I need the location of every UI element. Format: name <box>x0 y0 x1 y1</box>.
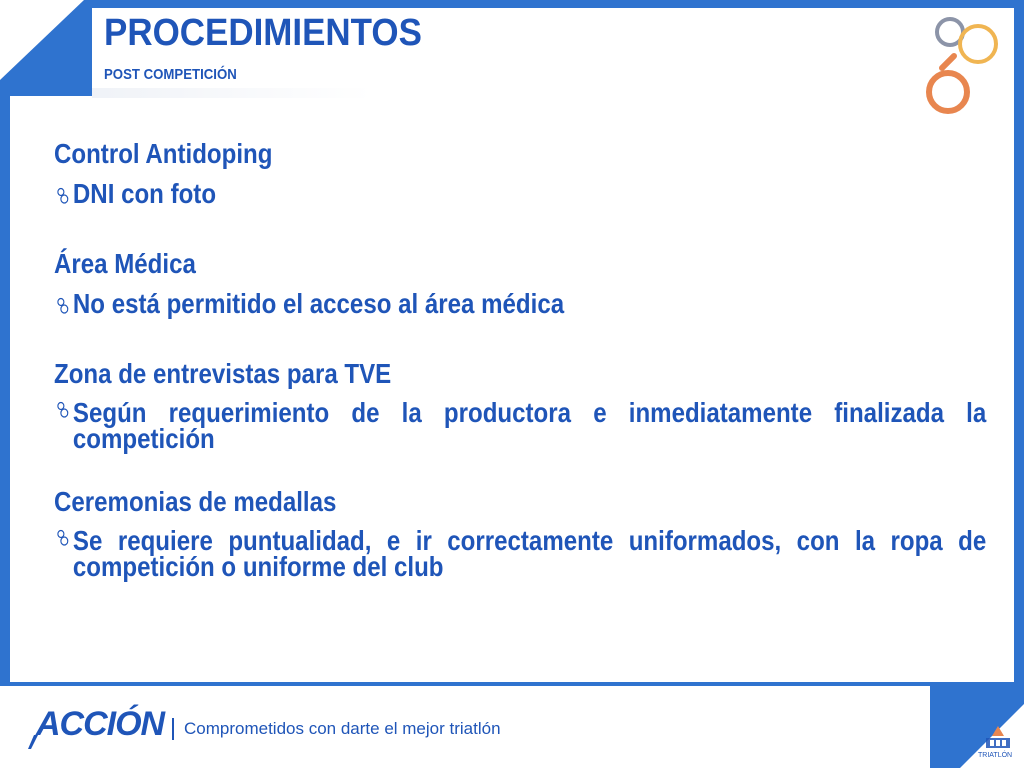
list-item-text: No está permitido el acceso al área médica <box>72 288 565 319</box>
section-medical <box>54 244 968 324</box>
rings-bullet-icon <box>54 296 71 316</box>
section-antidoping <box>54 134 968 214</box>
section-heading: Control Antidoping <box>54 138 273 169</box>
footer-divider <box>172 718 174 740</box>
corner-logo-text: TRIATLÓN <box>978 752 1013 759</box>
list-item-text: Según requerimiento de la productora e inmediatamente finalizada la competición <box>72 397 987 454</box>
slide-title: PROCEDIMIENTOS <box>104 12 422 54</box>
list-item <box>54 174 840 214</box>
section-medals <box>54 482 987 582</box>
footer-brand: ACCIÓN <box>36 705 165 743</box>
list-item <box>54 284 840 324</box>
list-item <box>54 394 986 452</box>
list-item-text: DNI con foto <box>72 178 217 209</box>
list-item-text: Se requiere puntualidad, e ir correctamente uniformados, con la ropa de competición o uniforme del club <box>72 525 987 582</box>
rings-bullet-icon <box>54 186 71 206</box>
section-heading: Ceremonias de medallas <box>54 486 337 517</box>
slide-body <box>54 134 987 610</box>
section-heading: Zona de entrevistas para TVE <box>54 358 392 389</box>
triathlon-rings-icon <box>918 10 1008 120</box>
footer-tagline: Comprometidos con darte el mejor triatlón <box>184 719 501 738</box>
rings-bullet-icon <box>54 400 71 420</box>
slide-subtitle: POST COMPETICIÓN <box>104 66 237 83</box>
section-heading: Área Médica <box>54 248 196 279</box>
rings-bullet-icon <box>54 528 71 548</box>
list-item <box>54 522 986 580</box>
section-interviews <box>54 354 987 454</box>
